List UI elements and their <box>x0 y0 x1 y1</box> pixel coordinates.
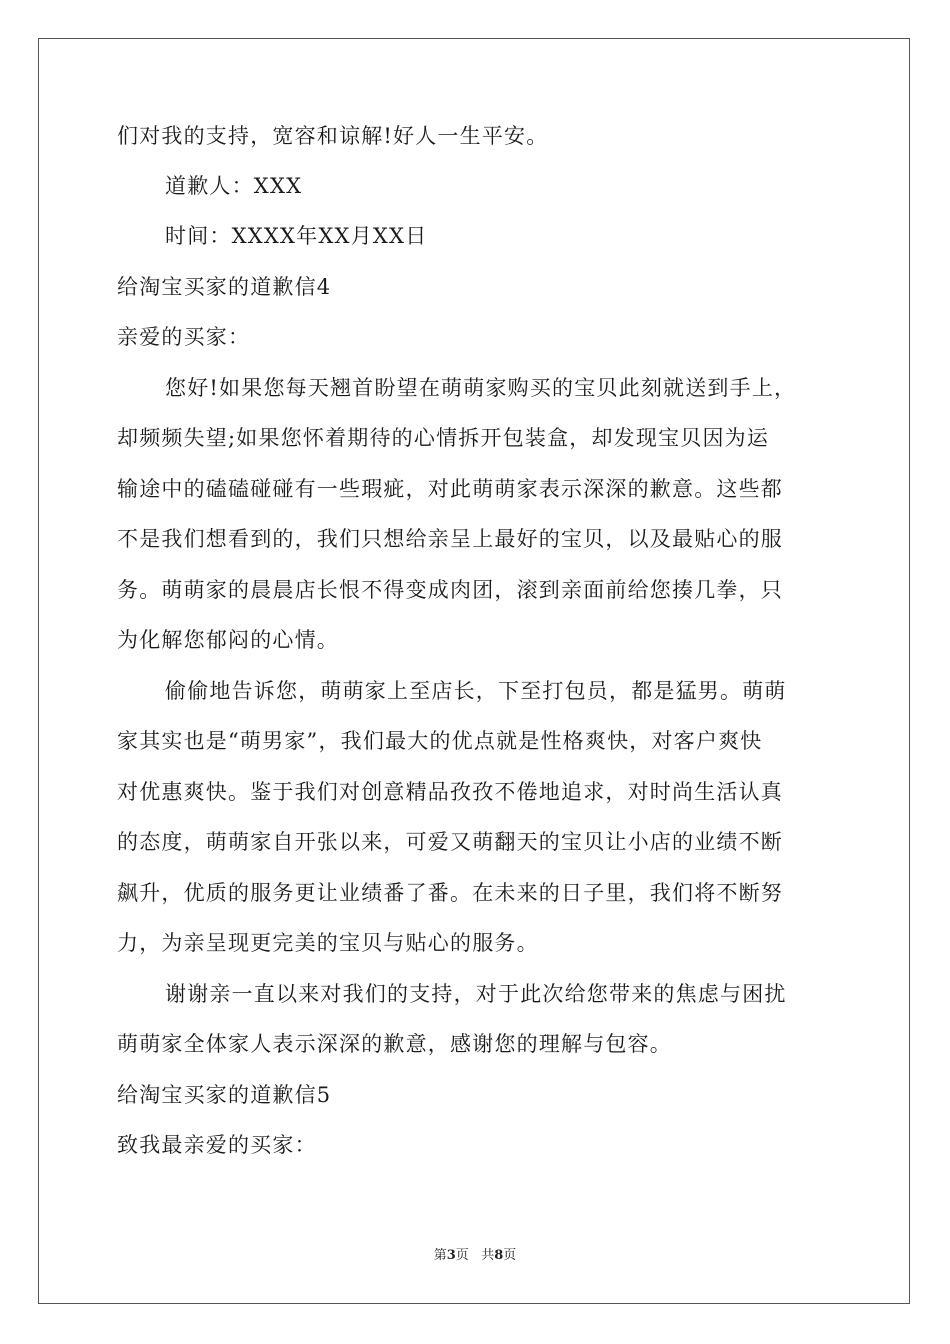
paragraph-line: 萌萌家全体家人表示深深的歉意，感谢您的理解与包容。 <box>117 1032 672 1056</box>
salutation: 致我最亲爱的买家： <box>117 1133 317 1157</box>
paragraph-line: 输途中的磕磕碰碰有一些瑕疵，对此萌萌家表示深深的歉意。这些都 <box>117 476 783 501</box>
page-footer <box>0 1248 950 1264</box>
paragraph-line: 为化解您郁闷的心情。 <box>117 628 339 652</box>
footer-total-pages: 8 <box>494 1248 504 1263</box>
paragraph-line: 务。萌萌家的晨晨店长恨不得变成肉团，滚到亲面前给您揍几拳，只 <box>117 577 783 602</box>
document-body <box>117 124 837 1157</box>
paragraph-line: 谢谢亲一直以来对我们的支持，对于此次给您带来的焦虑与困扰 <box>165 981 787 1006</box>
text-line: 们对我的支持，宽容和谅解!好人一生平安。 <box>117 124 549 148</box>
paragraph-line: 对优惠爽快。鉴于我们对创意精品孜孜不倦地追求，对时尚生活认真 <box>117 779 783 804</box>
signer-line: 道歉人：XXX <box>165 174 303 198</box>
letter-heading: 给淘宝买家的道歉信4 <box>117 274 332 299</box>
date-line: 时间：XXXX年XX月XX日 <box>165 224 428 248</box>
footer-suffix: 页 <box>503 1248 517 1263</box>
footer-middle: 页 共 <box>455 1248 495 1263</box>
paragraph-line: 不是我们想看到的，我们只想给亲呈上最好的宝贝，以及最贴心的服 <box>117 527 783 551</box>
paragraph-line: 偷偷地告诉您，萌萌家上至店长，下至打包员，都是猛男。萌萌 <box>165 678 787 703</box>
paragraph-line: 的态度，萌萌家自开张以来，可爱又萌翻天的宝贝让小店的业绩不断 <box>117 830 783 854</box>
paragraph-line: 却频频失望;如果您怀着期待的心情拆开包装盒，却发现宝贝因为运 <box>117 426 770 450</box>
footer-page-number: 3 <box>446 1248 456 1263</box>
salutation: 亲爱的买家： <box>117 325 251 349</box>
paragraph-line: 飙升，优质的服务更让业绩番了番。在未来的日子里，我们将不断努 <box>117 880 783 905</box>
footer-prefix: 第 <box>433 1248 447 1263</box>
paragraph-line: 力，为亲呈现更完美的宝贝与贴心的服务。 <box>117 931 539 955</box>
paragraph-line: 家其实也是“萌男家”，我们最大的优点就是性格爽快，对客户爽快 <box>117 729 763 753</box>
letter-heading: 给淘宝买家的道歉信5 <box>117 1082 332 1107</box>
paragraph-line: 您好!如果您每天翘首盼望在萌萌家购买的宝贝此刻就送到手上， <box>165 375 797 400</box>
